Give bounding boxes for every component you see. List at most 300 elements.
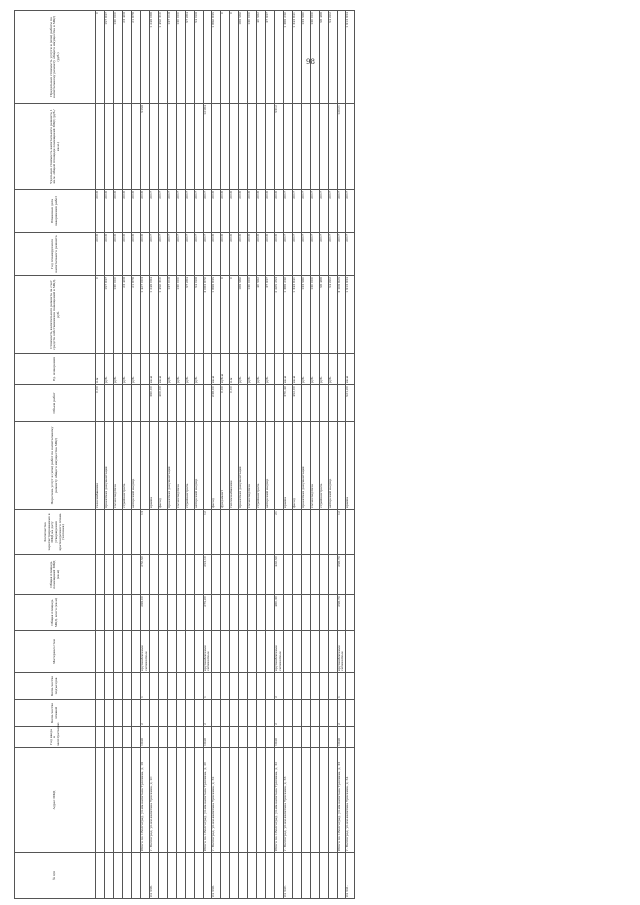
table-cell [257, 631, 266, 673]
table-cell [141, 354, 150, 385]
table-cell: стройконтроль [185, 422, 194, 510]
table-cell [105, 510, 114, 555]
table-cell: кв.м [346, 354, 355, 385]
table-row [105, 11, 114, 899]
table-cell: 1 456 310 [158, 276, 167, 354]
table-cell: проектная документация [105, 422, 114, 510]
table-cell [212, 555, 221, 595]
table-cell [167, 555, 176, 595]
table-cell: 2018 [114, 190, 123, 233]
table-cell [257, 727, 266, 748]
total-row [275, 11, 284, 899]
table-cell [132, 853, 141, 899]
table-cell [283, 727, 292, 748]
table-cell [230, 727, 239, 748]
table-cell [346, 104, 355, 190]
table-cell: 54 069 [194, 11, 203, 104]
table-cell [167, 748, 176, 853]
table-cell: кв.м [212, 354, 221, 385]
table-cell [239, 510, 248, 555]
table-cell [319, 727, 328, 748]
table-cell: 2017 [337, 190, 346, 233]
table-cell [319, 555, 328, 595]
table-cell: 521,60 [346, 385, 355, 422]
table-cell: 2018 [141, 190, 150, 233]
table-cell [149, 673, 158, 700]
table-cell [248, 631, 257, 673]
table-cell: 2018 [212, 190, 221, 233]
table-cell: 2017 [167, 233, 176, 276]
column-header: № п/п [15, 853, 96, 899]
table-cell: 0 [230, 276, 239, 354]
table-cell [221, 104, 230, 190]
column-header: Объем работ [15, 385, 96, 422]
table-cell [292, 555, 301, 595]
table-cell: 2017 [203, 190, 212, 233]
table-cell: крыша [149, 422, 158, 510]
table-cell [319, 748, 328, 853]
table-cell [96, 748, 105, 853]
table-cell: 3 109 825 [337, 276, 346, 354]
column-header: Адрес МКД [15, 748, 96, 853]
table-cell [123, 385, 132, 422]
table-cell [239, 727, 248, 748]
table-cell: 400,00 [158, 385, 167, 422]
table-cell [114, 104, 123, 190]
table-cell: 2018 [114, 233, 123, 276]
table-cell [319, 510, 328, 555]
table-cell: стройконтроль [123, 422, 132, 510]
table-cell: 21 878 [132, 11, 141, 104]
table-cell: 12184 [203, 104, 212, 190]
table-cell: 2 [141, 700, 150, 727]
page-number: 98 [306, 58, 315, 66]
table-cell: 0 [221, 276, 230, 354]
table-cell: 2017 [158, 190, 167, 233]
table-cell [158, 104, 167, 190]
table-cell: 452,00 [292, 385, 301, 422]
table-cell [248, 510, 257, 555]
table-cell [292, 104, 301, 190]
table-cell [301, 104, 310, 190]
column-header: Коли-чество этажей [15, 700, 96, 727]
table-cell: 37 937 [266, 11, 275, 104]
table-cell: руб. [310, 354, 319, 385]
table-cell [194, 673, 203, 700]
table-cell: Итого по г.Волгоград, ул.им.капитана Тряскина, д. 32 [275, 748, 284, 853]
table-cell: 1949 [275, 727, 284, 748]
table-cell: 1 913 934 [346, 11, 355, 104]
table-cell [212, 631, 221, 673]
table-cell [185, 104, 194, 190]
table-cell: руб. [132, 354, 141, 385]
table-cell: 2017 [328, 190, 337, 233]
table-cell: 2017 [176, 233, 185, 276]
table-cell: 2 [275, 700, 284, 727]
table-cell [283, 631, 292, 673]
table-cell: 275,60 [203, 595, 212, 631]
table-cell [248, 104, 257, 190]
table-cell: авторский надзор [328, 422, 337, 510]
table-cell: г. Волгоград, ул.им.капитана Тряскина, д. 20 [149, 748, 158, 853]
table-cell: руб. [301, 354, 310, 385]
table-cell [319, 853, 328, 899]
table-cell [221, 748, 230, 853]
table-cell [158, 700, 167, 727]
table-cell [239, 673, 248, 700]
table-cell [158, 853, 167, 899]
column-header: Количество зарегистрированных в МКД на дату утверждения краткосрочного плана (человек) [15, 510, 96, 555]
table-cell [239, 385, 248, 422]
table-row [185, 11, 194, 899]
table-cell [257, 673, 266, 700]
table-cell [257, 853, 266, 899]
table-row [149, 11, 158, 899]
table-cell [176, 631, 185, 673]
table-cell: 64 340. [283, 853, 292, 899]
column-header: Стоимость капитального ремонта за счет средств собственников помещений в МКД, руб. [15, 276, 96, 354]
table-cell: 2018 [257, 190, 266, 233]
table-cell: 2017 [319, 190, 328, 233]
table-cell: руб. [328, 354, 337, 385]
table-cell: 2018 [105, 190, 114, 233]
capital-repair-table [14, 10, 355, 899]
table-cell: руб. [266, 354, 275, 385]
table-cell [221, 853, 230, 899]
table-cell [167, 595, 176, 631]
table-cell: авторский надзор [266, 422, 275, 510]
table-cell [149, 595, 158, 631]
table-cell: 57 684 [185, 276, 194, 354]
table-cell: 189 586 [239, 11, 248, 104]
table-cell: 2017 [149, 190, 158, 233]
table-cell: 130 000 [114, 11, 123, 104]
table-cell: 3 083 876 [203, 276, 212, 354]
table-cell [123, 727, 132, 748]
table-cell: крупноблочные силикатные [203, 631, 212, 673]
table-cell [319, 700, 328, 727]
table-cell: г. Волгоград, ул.им.капитана Тряскина, д. 32 [212, 748, 221, 853]
column-header: Предельная стоимость услуги и (или) работы по капитальному ремонту общего имущества в МКД (руб.) [15, 11, 96, 104]
table-cell [230, 631, 239, 673]
table-cell [248, 595, 257, 631]
table-cell [346, 727, 355, 748]
table-cell: госэкспертиза [114, 422, 123, 510]
table-cell: 2018 [230, 190, 239, 233]
table-cell [266, 510, 275, 555]
table-cell: 130 000 [114, 276, 123, 354]
table-cell: проектная документация [239, 422, 248, 510]
table-cell [194, 748, 203, 853]
table-cell [114, 748, 123, 853]
table-cell [194, 104, 203, 190]
table-cell [301, 385, 310, 422]
table-cell [301, 631, 310, 673]
table-cell [292, 595, 301, 631]
table-cell [346, 595, 355, 631]
table-cell: кв.м [158, 354, 167, 385]
table-cell: руб. [257, 354, 266, 385]
table-cell [176, 727, 185, 748]
table-cell: 2017 [167, 190, 176, 233]
table-cell [123, 595, 132, 631]
table-cell: 2 265 253 [275, 276, 284, 354]
table-cell [149, 555, 158, 595]
table-cell [257, 748, 266, 853]
table-cell [114, 700, 123, 727]
table-cell [194, 727, 203, 748]
table-cell: 1 896 835 [212, 11, 221, 104]
table-cell [248, 853, 257, 899]
table-cell [158, 748, 167, 853]
table-cell: 2 [275, 673, 284, 700]
table-row [96, 11, 105, 899]
table-cell: фасад [212, 422, 221, 510]
table-cell [230, 595, 239, 631]
table-cell [328, 853, 337, 899]
table-cell: 37 937 [266, 276, 275, 354]
table-cell: 253,10 [203, 555, 212, 595]
table-cell [328, 727, 337, 748]
table-cell: 58 488 [319, 11, 328, 104]
table-cell: 2 [337, 700, 346, 727]
table-cell [328, 631, 337, 673]
table-cell [319, 673, 328, 700]
table-cell [310, 104, 319, 190]
table-cell [141, 853, 150, 899]
table-cell: 189 586 [239, 276, 248, 354]
table-cell [105, 385, 114, 422]
table-cell: 2017 [346, 190, 355, 233]
table-cell [239, 595, 248, 631]
table-cell [185, 673, 194, 700]
table-cell: п.м [230, 354, 239, 385]
table-row [212, 11, 221, 899]
table-cell: стройконтроль [257, 422, 266, 510]
table-cell [105, 853, 114, 899]
table-cell: руб. [194, 354, 203, 385]
table-cell [167, 104, 176, 190]
table-cell [301, 853, 310, 899]
table-cell: 1 899 835 [212, 276, 221, 354]
table-cell: 130 000 [176, 11, 185, 104]
table-cell [149, 700, 158, 727]
table-cell [221, 673, 230, 700]
table-cell [96, 510, 105, 555]
table-cell [346, 510, 355, 555]
table-cell: 23 409 [123, 11, 132, 104]
table-cell [275, 385, 284, 422]
table-cell: 480,30 [275, 595, 284, 631]
table-cell: 638,00 [212, 385, 221, 422]
table-cell: 2018 [132, 233, 141, 276]
table-cell [176, 853, 185, 899]
table-cell [96, 595, 105, 631]
table-row [283, 11, 292, 899]
table-cell [230, 555, 239, 595]
table-cell: стройконтроль [319, 422, 328, 510]
table-cell [105, 631, 114, 673]
table-cell: 23 409 [123, 276, 132, 354]
table-cell [123, 104, 132, 190]
column-header: Год ввода в эксплуатацию [15, 727, 96, 748]
table-row [239, 11, 248, 899]
table-cell: руб. [167, 354, 176, 385]
table-cell: 1 343 841 [292, 276, 301, 354]
table-cell [176, 555, 185, 595]
table-cell [96, 555, 105, 595]
table-cell [266, 853, 275, 899]
table-cell [346, 700, 355, 727]
table-cell: 2018 [141, 233, 150, 276]
table-cell [292, 631, 301, 673]
table-cell [123, 673, 132, 700]
table-cell [114, 631, 123, 673]
table-cell [114, 853, 123, 899]
table-cell: 130 000 [248, 11, 257, 104]
table-cell [212, 104, 221, 190]
column-header: Плановая дата завершения работ [15, 190, 96, 233]
table-cell [275, 11, 284, 104]
table-cell [167, 673, 176, 700]
table-cell: авторский надзор [132, 422, 141, 510]
table-cell: крупноблочные силикатные [337, 631, 346, 673]
table-cell: г. Волгоград, ул.им.капитана Тряскина, д. 34 [346, 748, 355, 853]
table-cell: 258,70 [337, 555, 346, 595]
table-cell: 2017 [283, 190, 292, 233]
table-cell [176, 385, 185, 422]
table-cell: 2017 [292, 233, 301, 276]
table-row [167, 11, 176, 899]
table-cell [114, 595, 123, 631]
table-row [257, 11, 266, 899]
table-cell: 64 339. [212, 853, 221, 899]
table-cell [292, 727, 301, 748]
table-cell [149, 727, 158, 748]
table-cell: 0 [230, 11, 239, 104]
table-cell: 2017 [158, 233, 167, 276]
table-cell [328, 595, 337, 631]
table-row [123, 11, 132, 899]
table-cell [310, 510, 319, 555]
table-cell [176, 748, 185, 853]
table-cell [221, 727, 230, 748]
table-cell: 2017 [337, 233, 346, 276]
table-cell: 133 590 [301, 11, 310, 104]
table-cell [105, 748, 114, 853]
table-cell [185, 555, 194, 595]
table-cell [203, 422, 212, 510]
table-cell [96, 853, 105, 899]
table-cell: 1 249 088 [149, 11, 158, 104]
table-cell: 0 [96, 11, 105, 104]
table-cell: 0 [221, 11, 230, 104]
table-cell: 2017 [194, 233, 203, 276]
table-cell [310, 673, 319, 700]
table-cell: 370,46 [283, 385, 292, 422]
table-cell [221, 595, 230, 631]
total-row [141, 11, 150, 899]
table-cell [176, 510, 185, 555]
table-cell [176, 700, 185, 727]
table-cell: проектная документация [167, 422, 176, 510]
table-cell [123, 555, 132, 595]
table-cell: 64 338. [149, 853, 158, 899]
table-cell [123, 700, 132, 727]
table-cell: 58 488 [319, 276, 328, 354]
table-cell: 276,50 [141, 555, 150, 595]
table-cell [292, 673, 301, 700]
table-row [194, 11, 203, 899]
table-cell: 1 249 094 [149, 276, 158, 354]
table-cell [212, 510, 221, 555]
table-cell: 2017 [185, 190, 194, 233]
table-cell [96, 631, 105, 673]
table-cell [212, 595, 221, 631]
table-cell: 2018 [221, 233, 230, 276]
table-cell [257, 555, 266, 595]
table-cell [194, 555, 203, 595]
table-cell [275, 853, 284, 899]
table-cell [266, 385, 275, 422]
table-cell: 12021 [337, 104, 346, 190]
table-cell [346, 555, 355, 595]
table-row [230, 11, 239, 899]
table-cell [319, 595, 328, 631]
table-cell: 0,00 [96, 385, 105, 422]
table-cell: крыша [346, 422, 355, 510]
table-cell: 2018 [230, 233, 239, 276]
column-header: Материал стен [15, 631, 96, 673]
table-cell [266, 104, 275, 190]
table-body [96, 11, 355, 899]
table-cell: 2017 [301, 190, 310, 233]
table-cell: 157 837 [105, 11, 114, 104]
table-cell: 5312 [275, 104, 284, 190]
table-cell: 258,70 [337, 595, 346, 631]
table-cell: кв.м [292, 354, 301, 385]
table-cell: 1 [141, 673, 150, 700]
table-cell: 2018 [105, 233, 114, 276]
table-cell: кв.м [149, 354, 158, 385]
table-cell [292, 700, 301, 727]
table-cell [167, 510, 176, 555]
table-cell [123, 853, 132, 899]
table-cell: 2018 [248, 190, 257, 233]
table-cell [248, 385, 257, 422]
table-cell [292, 510, 301, 555]
table-cell: 2018 [248, 233, 257, 276]
table-cell [257, 510, 266, 555]
table-cell [167, 700, 176, 727]
table-cell [132, 510, 141, 555]
table-cell [230, 510, 239, 555]
table-cell: 2018 [239, 233, 248, 276]
table-cell: 2017 [319, 233, 328, 276]
table-cell [105, 700, 114, 727]
table-cell [310, 727, 319, 748]
table-row [328, 11, 337, 899]
table-cell [292, 853, 301, 899]
table-cell: 1949 [337, 727, 346, 748]
table-cell: 2017 [176, 190, 185, 233]
table-cell [310, 555, 319, 595]
table-cell: 1 [203, 673, 212, 700]
table-cell [123, 631, 132, 673]
table-cell: фасад [292, 422, 301, 510]
column-header: Общая площадь помещений МКД (кв.м) [15, 555, 96, 595]
table-cell [185, 853, 194, 899]
